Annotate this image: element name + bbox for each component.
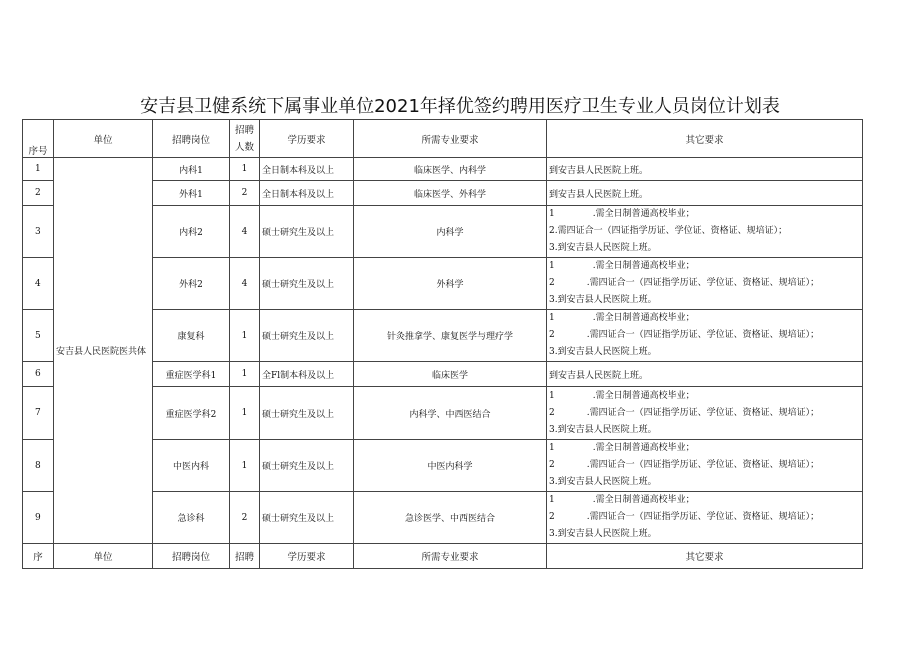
header-seq: 序号: [23, 120, 54, 158]
row-count: 1: [230, 158, 260, 181]
row-seq: 9: [23, 492, 54, 544]
row-other: 1 .需全日制普通高校毕业； 2 .需四证合一（四证指学历证、学位证、资格证、规培证）； 3.到安吉县人民医院上班。: [547, 387, 863, 440]
row-education: 硕士研究生及以上: [260, 258, 354, 310]
row-major: 针灸推拿学、康复医学与理疗学: [354, 310, 547, 362]
row-major: 中医内科学: [354, 440, 547, 492]
footer-major: 所需专业要求: [354, 544, 547, 569]
header-post: 招聘岗位: [153, 120, 230, 158]
row-other: 到安吉县人民医院上班。: [547, 181, 863, 206]
row-education: 硕士研究生及以上: [260, 206, 354, 258]
row-other: 1 .需全日制普通高校毕业； 2 .需四证合一（四证指学历证、学位证、资格证、规培证）； 3.到安吉县人民医院上班。: [547, 310, 863, 362]
row-seq: 3: [23, 206, 54, 258]
row-education: 硕士研究生及以上: [260, 492, 354, 544]
page-title: 安吉县卫健系统下属事业单位2021年择优签约聘用医疗卫生专业人员岗位计划表: [140, 96, 780, 117]
row-other: 1 .需全日制普通高校毕业； 2.需四证合一（四证指学历证、学位证、资格证、规培证）； 3.到安吉县人民医院上班。: [547, 206, 863, 258]
row-post: 康复科: [153, 310, 230, 362]
table-row: [23, 158, 863, 181]
row-count: 2: [230, 181, 260, 206]
footer-unit: 单位: [54, 544, 153, 569]
row-post: 外科1: [153, 181, 230, 206]
row-seq: 7: [23, 387, 54, 440]
row-other: 1 .需全日制普通高校毕业； 2 .需四证合一（四证指学历证、学位证、资格证、规培证）； 3.到安吉县人民医院上班。: [547, 440, 863, 492]
row-major: 外科学: [354, 258, 547, 310]
row-post: 急诊科: [153, 492, 230, 544]
row-seq: 1: [23, 158, 54, 181]
row-count: 4: [230, 206, 260, 258]
row-major: 内科学: [354, 206, 547, 258]
row-post: 内科1: [153, 158, 230, 181]
row-education: 全日制本科及以上: [260, 181, 354, 206]
row-other: 1 .需全日制普通高校毕业； 2 .需四证合一（四证指学历证、学位证、资格证、规培证）； 3.到安吉县人民医院上班。: [547, 492, 863, 544]
row-education: 硕士研究生及以上: [260, 310, 354, 362]
row-education: 硕士研究生及以上: [260, 440, 354, 492]
row-seq: 4: [23, 258, 54, 310]
row-post: 内科2: [153, 206, 230, 258]
row-post: 中医内科: [153, 440, 230, 492]
row-seq: 5: [23, 310, 54, 362]
row-major: 临床医学、内科学: [354, 158, 547, 181]
row-major: 临床医学、外科学: [354, 181, 547, 206]
footer-other: 其它要求: [547, 544, 863, 569]
recruitment-table: [22, 119, 863, 569]
row-count: 1: [230, 440, 260, 492]
row-count: 4: [230, 258, 260, 310]
row-seq: 6: [23, 362, 54, 387]
header-count-line2: 人数: [234, 141, 254, 153]
row-seq: 2: [23, 181, 54, 206]
header-unit: 单位: [54, 120, 153, 158]
footer-header-row: [23, 544, 863, 569]
footer-post: 招聘岗位: [153, 544, 230, 569]
header-count-line1: 招聘: [234, 124, 254, 136]
row-count: 1: [230, 362, 260, 387]
row-major: 内科学、中西医结合: [354, 387, 547, 440]
row-seq: 8: [23, 440, 54, 492]
row-major: 急诊医学、中西医结合: [354, 492, 547, 544]
header-other: 其它要求: [547, 120, 863, 158]
row-count: 1: [230, 387, 260, 440]
row-major: 临床医学: [354, 362, 547, 387]
footer-count: 招聘: [230, 544, 260, 569]
row-education: 全日制本科及以上: [260, 158, 354, 181]
row-education: 硕士研究生及以上: [260, 387, 354, 440]
row-count: 2: [230, 492, 260, 544]
row-other: 到安吉县人民医院上班。: [547, 158, 863, 181]
row-count: 1: [230, 310, 260, 362]
header-row: [23, 120, 863, 158]
footer-education: 学历要求: [260, 544, 354, 569]
unit-name: 安吉县人民医院医共体: [54, 158, 153, 544]
header-education: 学历要求: [260, 120, 354, 158]
row-other: 到安吉县人民医院上班。: [547, 362, 863, 387]
row-post: 重症医学科2: [153, 387, 230, 440]
footer-seq: 序: [23, 544, 54, 569]
row-education: 全Fl制本科及以上: [260, 362, 354, 387]
row-post: 重症医学科1: [153, 362, 230, 387]
header-major: 所需专业要求: [354, 120, 547, 158]
row-post: 外科2: [153, 258, 230, 310]
header-count: [230, 120, 260, 158]
row-other: 1 .需全日制普通高校毕业； 2 .需四证合一（四证指学历证、学位证、资格证、规培证）； 3.到安吉县人民医院上班。: [547, 258, 863, 310]
